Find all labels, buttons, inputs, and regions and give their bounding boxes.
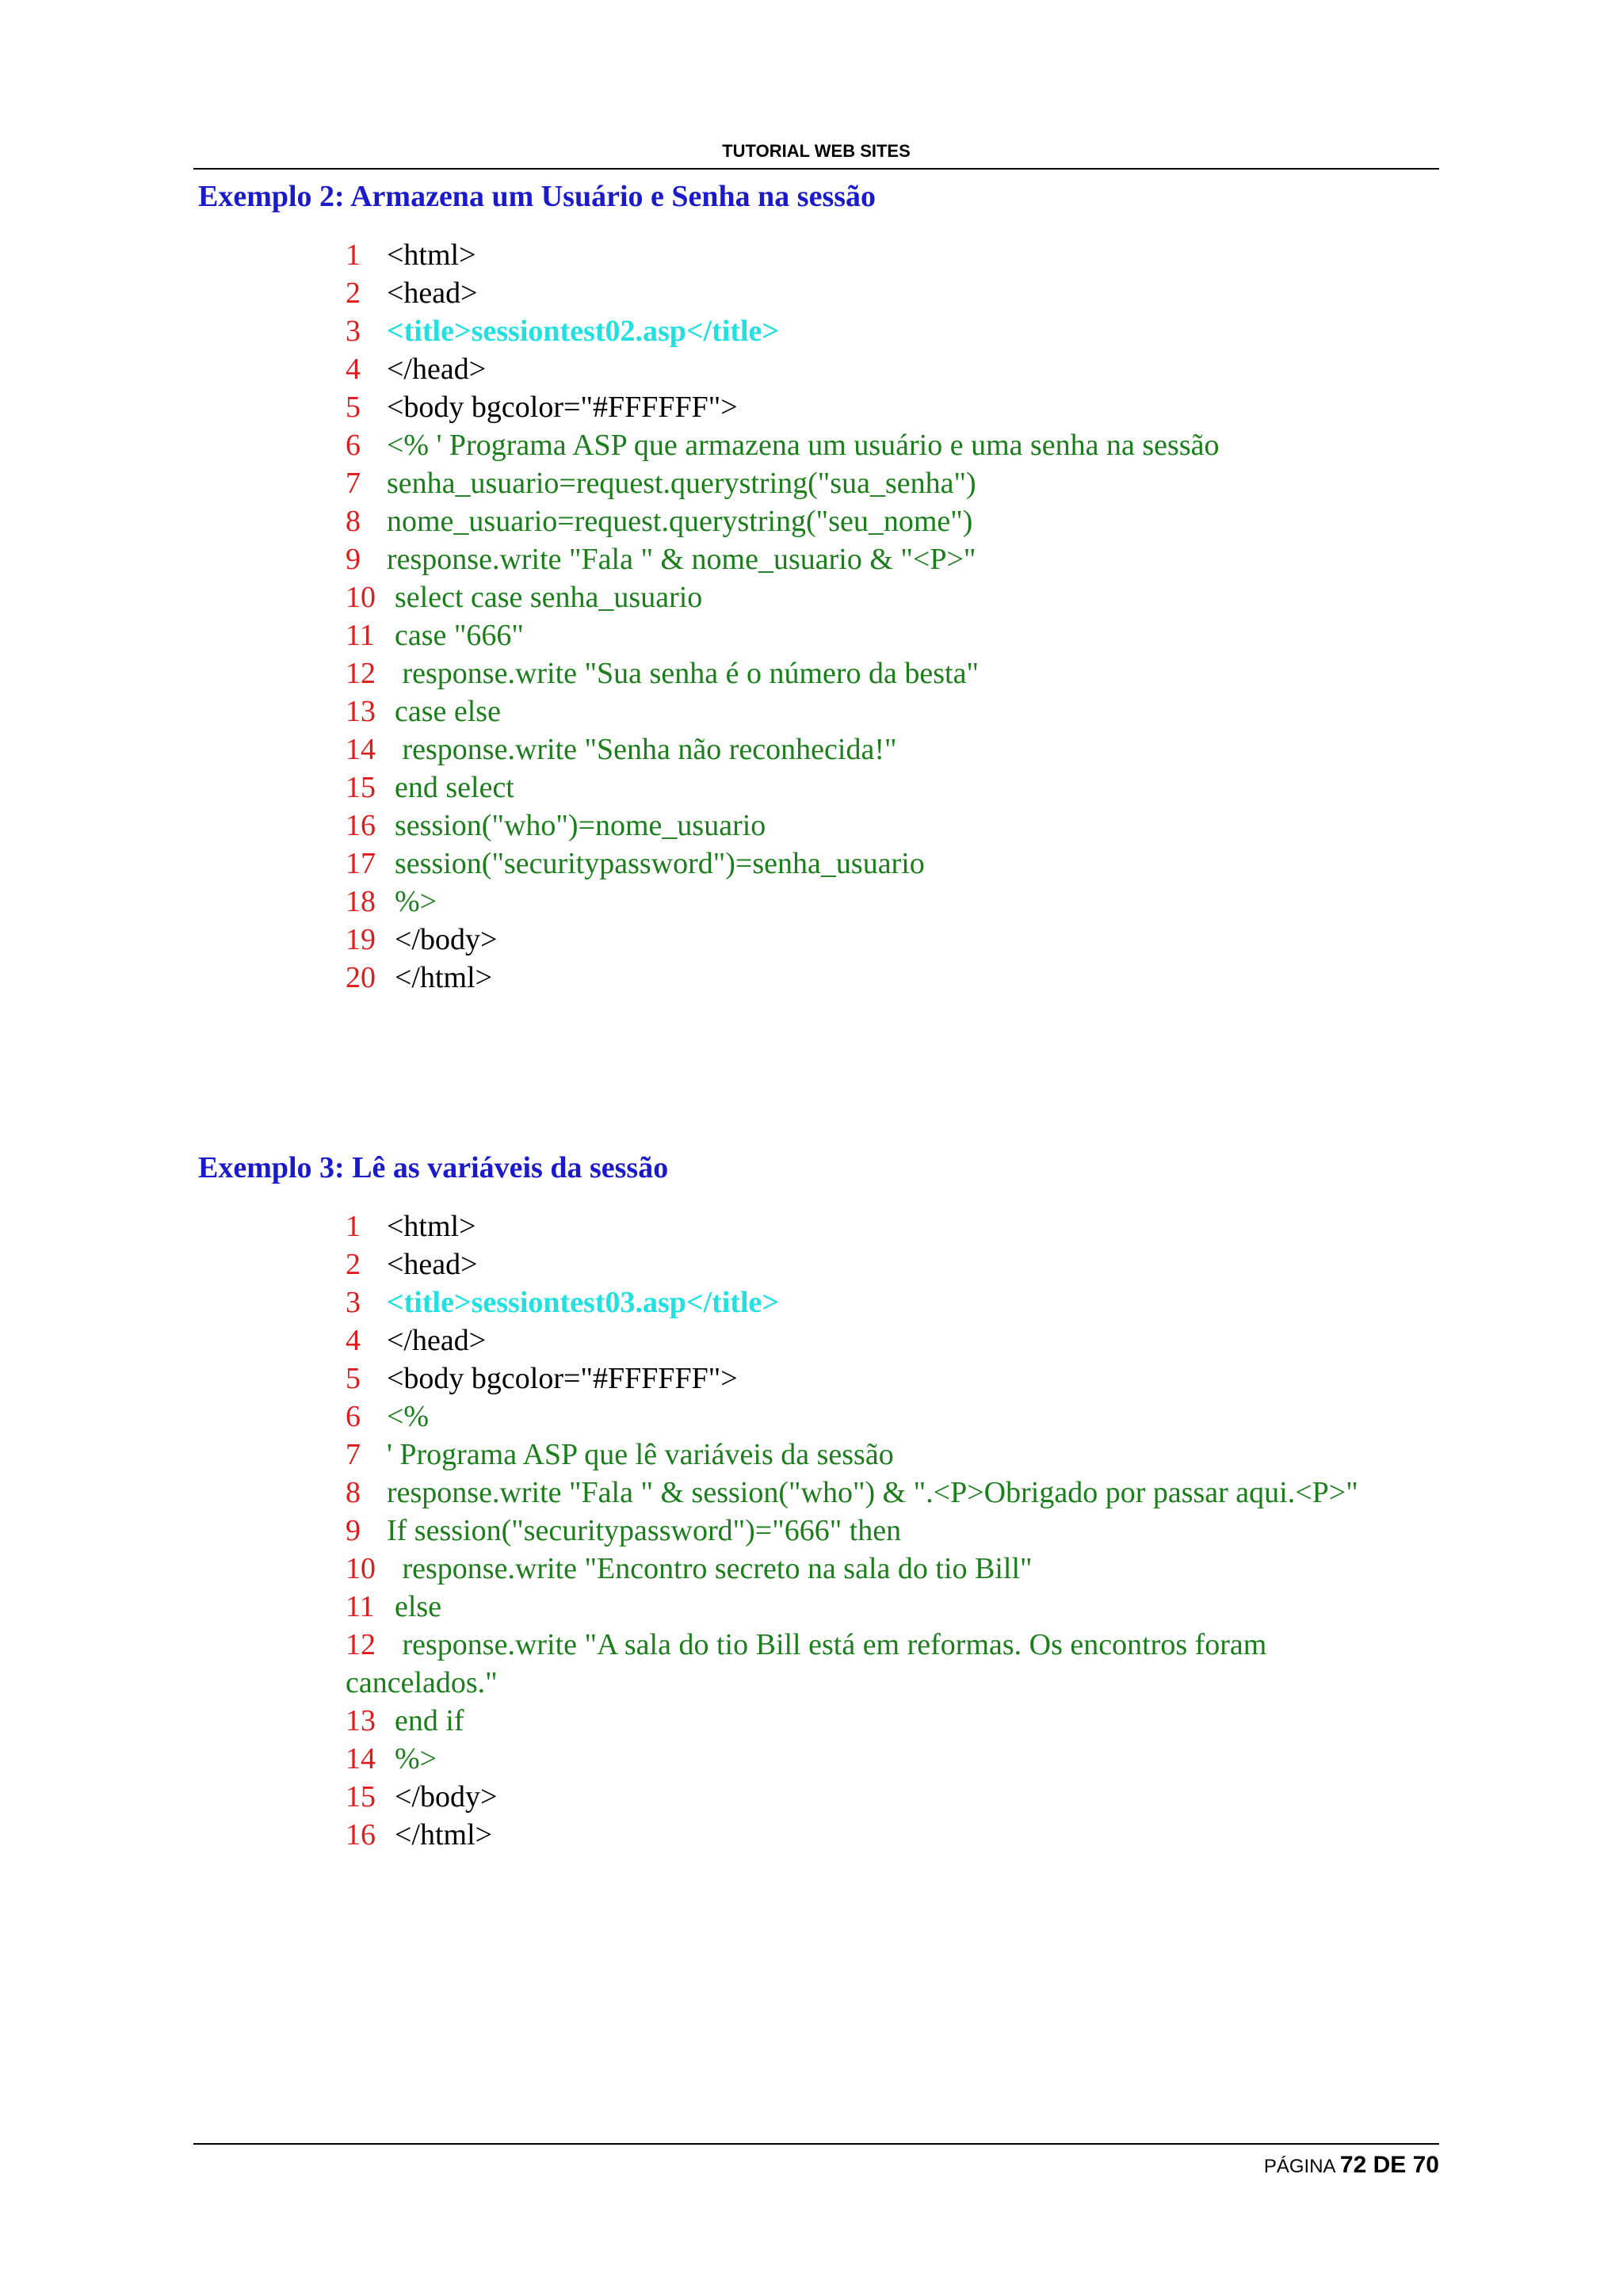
line-number: 9 bbox=[346, 543, 361, 576]
code-line bbox=[346, 350, 1471, 388]
code-line bbox=[346, 616, 1471, 654]
code-line bbox=[346, 1283, 1471, 1322]
code-text: response.write "Fala " & session("who") & ".<P>Obrigado por passar aqui.<P>" bbox=[387, 1476, 1358, 1509]
line-number: 18 bbox=[346, 885, 376, 918]
code-text: <% bbox=[387, 1400, 430, 1433]
code-text: %> bbox=[395, 885, 437, 918]
code-text: <body bgcolor="#FFFFFF"> bbox=[387, 1362, 738, 1395]
example3-code-listing bbox=[346, 1207, 1471, 1854]
line-number: 4 bbox=[346, 353, 361, 386]
example3-title: Exemplo 3: Lê as variáveis da sessão bbox=[198, 1151, 669, 1184]
page-label: PÁGINA bbox=[1263, 2156, 1340, 2177]
page-separator: DE bbox=[1366, 2152, 1413, 2178]
code-line bbox=[346, 1322, 1471, 1360]
line-number: 8 bbox=[346, 1476, 361, 1509]
code-line bbox=[346, 1778, 1471, 1816]
code-text: else bbox=[395, 1590, 442, 1623]
line-number: 11 bbox=[346, 1590, 375, 1623]
line-number: 19 bbox=[346, 923, 376, 956]
code-text: If session("securitypassword")="666" then bbox=[387, 1514, 902, 1547]
code-line bbox=[346, 426, 1471, 464]
code-text: response.write "A sala do tio Bill está em reformas. Os encontros foram bbox=[395, 1628, 1267, 1661]
code-text: %> bbox=[395, 1742, 437, 1775]
line-number: 10 bbox=[346, 1552, 376, 1585]
code-line bbox=[346, 921, 1471, 959]
line-number: 5 bbox=[346, 391, 361, 424]
code-line bbox=[346, 730, 1471, 769]
code-line bbox=[346, 1360, 1471, 1398]
line-number: 17 bbox=[346, 847, 376, 880]
code-line bbox=[346, 1626, 1471, 1702]
code-line bbox=[346, 1207, 1471, 1245]
code-text: </html> bbox=[395, 1818, 493, 1852]
code-line bbox=[346, 1550, 1471, 1588]
code-text: </body> bbox=[395, 1780, 498, 1814]
line-number: 12 bbox=[346, 657, 376, 690]
line-number: 11 bbox=[346, 619, 375, 652]
code-line bbox=[346, 654, 1471, 692]
code-text: case "666" bbox=[395, 619, 524, 652]
code-line bbox=[346, 540, 1471, 578]
code-text: <title>sessiontest02.asp</title> bbox=[387, 315, 780, 348]
code-line bbox=[346, 1702, 1471, 1740]
code-line bbox=[346, 236, 1471, 274]
current-page: 72 bbox=[1339, 2152, 1367, 2178]
code-line bbox=[346, 1588, 1471, 1626]
code-text: select case senha_usuario bbox=[395, 581, 703, 614]
line-number: 9 bbox=[346, 1514, 361, 1547]
header-rule bbox=[193, 168, 1439, 170]
example2-code-listing bbox=[346, 236, 1471, 997]
code-line bbox=[346, 1816, 1471, 1854]
line-number: 2 bbox=[346, 277, 361, 310]
line-number: 2 bbox=[346, 1248, 361, 1281]
code-text: response.write "Senha não reconhecida!" bbox=[395, 733, 897, 766]
code-text: response.write "Encontro secreto na sala do tio Bill" bbox=[395, 1552, 1033, 1585]
code-text: <body bgcolor="#FFFFFF"> bbox=[387, 391, 738, 424]
code-text: </html> bbox=[395, 961, 493, 994]
running-header: TUTORIAL WEB SITES bbox=[722, 141, 911, 161]
code-text: </head> bbox=[387, 353, 487, 386]
line-number: 15 bbox=[346, 1780, 376, 1814]
total-pages: 70 bbox=[1412, 2152, 1439, 2178]
code-text: end if bbox=[395, 1704, 464, 1737]
line-number: 3 bbox=[346, 1286, 361, 1319]
code-line bbox=[346, 1436, 1471, 1474]
line-number: 3 bbox=[346, 315, 361, 348]
example2-title: Exemplo 2: Armazena um Usuário e Senha na sessão bbox=[198, 180, 876, 213]
code-line bbox=[346, 388, 1471, 426]
code-text: session("securitypassword")=senha_usuario bbox=[395, 847, 925, 880]
line-number: 12 bbox=[346, 1628, 376, 1661]
code-line bbox=[346, 464, 1471, 502]
code-line bbox=[346, 769, 1471, 807]
code-line bbox=[346, 1398, 1471, 1436]
code-text: <% ' Programa ASP que armazena um usuário e uma senha na sessão bbox=[387, 429, 1220, 462]
footer-rule bbox=[193, 2143, 1439, 2145]
line-number: 1 bbox=[346, 238, 361, 272]
line-number: 4 bbox=[346, 1324, 361, 1357]
line-number: 13 bbox=[346, 695, 376, 728]
line-number: 20 bbox=[346, 961, 376, 994]
code-line bbox=[346, 845, 1471, 883]
line-number: 16 bbox=[346, 809, 376, 842]
line-number: 14 bbox=[346, 1742, 376, 1775]
code-line bbox=[346, 578, 1471, 616]
code-text: senha_usuario=request.querystring("sua_senha") bbox=[387, 467, 976, 500]
code-line bbox=[346, 959, 1471, 997]
code-text: <html> bbox=[387, 1210, 476, 1243]
code-line bbox=[346, 1512, 1471, 1550]
code-text: nome_usuario=request.querystring("seu_nome") bbox=[387, 505, 973, 538]
code-text: ' Programa ASP que lê variáveis da sessão bbox=[387, 1438, 894, 1471]
code-text: <head> bbox=[387, 277, 478, 310]
code-text: </body> bbox=[395, 923, 498, 956]
code-line bbox=[346, 274, 1471, 312]
code-line bbox=[346, 1740, 1471, 1778]
code-text: session("who")=nome_usuario bbox=[395, 809, 766, 842]
line-number: 1 bbox=[346, 1210, 361, 1243]
line-number: 8 bbox=[346, 505, 361, 538]
line-number: 7 bbox=[346, 1438, 361, 1471]
line-number: 15 bbox=[346, 771, 376, 804]
line-number: 14 bbox=[346, 733, 376, 766]
code-text: response.write "Fala " & nome_usuario & "<P>" bbox=[387, 543, 976, 576]
code-text: <html> bbox=[387, 238, 476, 272]
line-number: 16 bbox=[346, 1818, 376, 1852]
code-text: end select bbox=[395, 771, 514, 804]
code-line bbox=[346, 807, 1471, 845]
code-line bbox=[346, 1474, 1471, 1512]
code-text: response.write "Sua senha é o número da besta" bbox=[395, 657, 979, 690]
line-number: 7 bbox=[346, 467, 361, 500]
line-number: 6 bbox=[346, 1400, 361, 1433]
line-number: 6 bbox=[346, 429, 361, 462]
code-text: <head> bbox=[387, 1248, 478, 1281]
code-line bbox=[346, 1245, 1471, 1283]
code-line bbox=[346, 692, 1471, 730]
line-number: 10 bbox=[346, 581, 376, 614]
code-text: </head> bbox=[387, 1324, 487, 1357]
page-number bbox=[1264, 2152, 1439, 2179]
line-number: 13 bbox=[346, 1704, 376, 1737]
line-number: 5 bbox=[346, 1362, 361, 1395]
code-line bbox=[346, 312, 1471, 350]
code-text: <title>sessiontest03.asp</title> bbox=[387, 1286, 780, 1319]
code-line bbox=[346, 883, 1471, 921]
code-line bbox=[346, 502, 1471, 540]
code-text: case else bbox=[395, 695, 501, 728]
code-text-continuation: cancelados." bbox=[346, 1666, 498, 1699]
